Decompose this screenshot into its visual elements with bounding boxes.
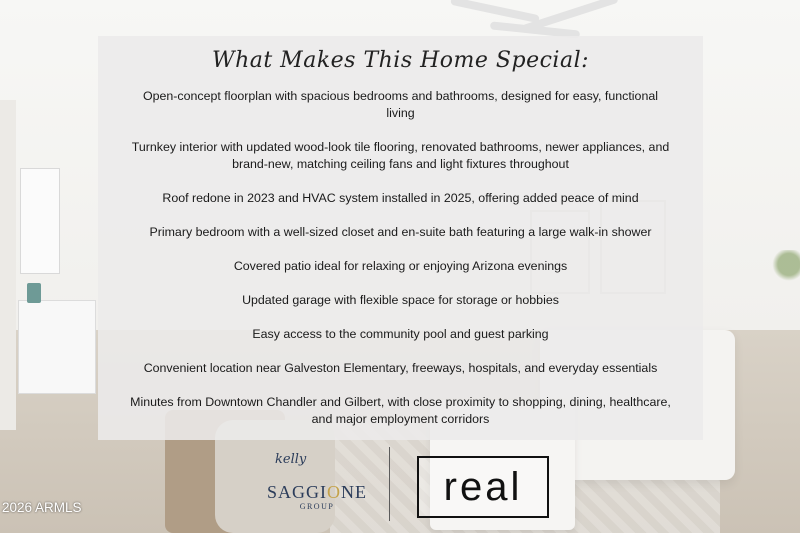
real-logo [417, 456, 549, 518]
brand-logo [262, 452, 372, 518]
real-logo-text: real [443, 465, 523, 509]
features-panel [98, 36, 703, 440]
brand-sub-text: GROUP [299, 502, 335, 511]
brand-script-text: kelly [275, 452, 307, 467]
panel-title: What Makes This Home Special: [211, 48, 590, 73]
feature-item: Convenient location near Galveston Elementary, freeways, hospitals, and everyday essentials [143, 361, 658, 375]
kitchen-counter [18, 300, 96, 394]
feature-item: Covered patio ideal for relaxing or enjoying Arizona evenings [233, 259, 568, 273]
brand-main-text: SAGGIONE [266, 482, 367, 502]
features-list [130, 88, 671, 445]
copyright-watermark: 2026 ARMLS [2, 500, 82, 515]
feature-item: Easy access to the community pool and guest parking [252, 327, 549, 341]
feature-item: Primary bedroom with a well-sized closet and en-suite bath featuring a large walk-in shower [149, 225, 652, 239]
feature-item: Open-concept floorplan with spacious bedrooms and bathrooms, designed for easy, functional living [143, 89, 658, 120]
feature-item: Turnkey interior with updated wood-look tile flooring, renovated bathrooms, newer appliances, and brand-new, matching ceiling fans and light fixtures throughout [131, 140, 670, 171]
plant [772, 250, 800, 286]
logo-divider [389, 447, 390, 521]
feature-item: Minutes from Downtown Chandler and Gilbert, with close proximity to shopping, dining, healthcare, and major employment corridors [130, 395, 671, 426]
feature-item: Updated garage with flexible space for storage or hobbies [242, 293, 559, 307]
feature-item: Roof redone in 2023 and HVAC system installed in 2025, offering added peace of mind [162, 191, 639, 205]
door-frame [0, 100, 16, 430]
counter-bottles [27, 283, 41, 303]
kitchen-cabinet [20, 168, 60, 274]
